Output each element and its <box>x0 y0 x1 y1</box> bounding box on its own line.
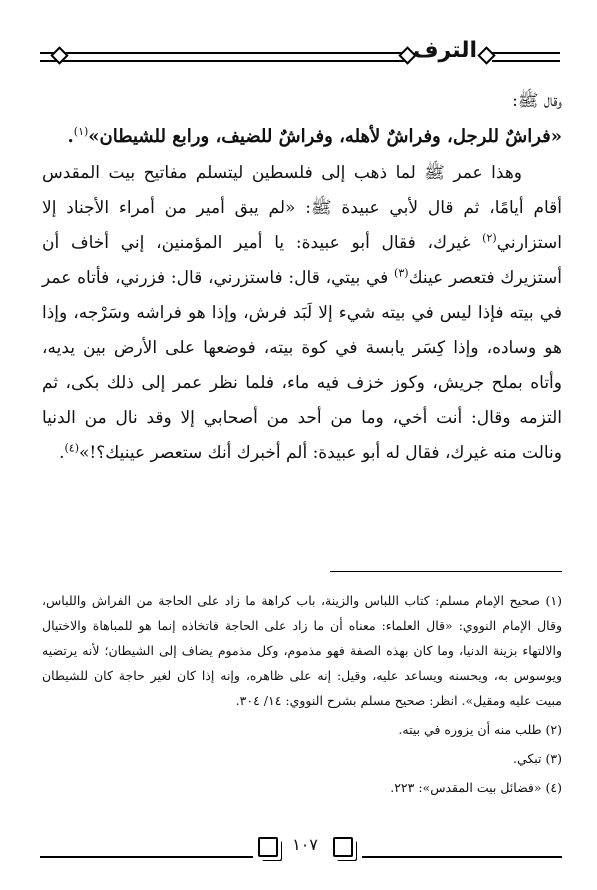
footnote-item: (٣) تبكي. <box>512 751 562 766</box>
header-ornament-line <box>492 52 560 62</box>
main-text <box>42 84 562 471</box>
page-header <box>40 40 560 70</box>
footnote-separator <box>330 571 562 572</box>
intro-line: وقال ﷺ: <box>512 91 562 111</box>
story-text: وهذا عمر ﷺ لما ذهب إلى فلسطين ليتسلم مفاتيح بيت المقدس أقام أيامًا، ثم قال لأبي عبيدة ﷺ: «لم يبق أمير من أمراء الأجناد إلا استزارني <box>42 163 562 253</box>
story-text: غيرك، فقال أبو عبيدة: يا أمير المؤمنين، إني أخاف أن أستزيرك فتعصر عينك <box>42 233 562 288</box>
book-icon <box>333 837 353 857</box>
footnote-item: (٢) طلب منه أن يزوره في بيته. <box>398 722 562 737</box>
footnotes <box>42 588 562 800</box>
hadith-quote: «فراشٌ للرجل، وفراشٌ لأهله، وفراشٌ للضيف، ورابع للشيطان»$^{(١)}$. <box>67 125 562 147</box>
book-icon <box>258 837 278 857</box>
footer-line <box>362 856 562 858</box>
footnote-ref: (١) <box>73 125 89 138</box>
header-ornament-line <box>40 52 405 62</box>
story-text: في بيتي، قال: فاستزرني، قال: فزرني، فأتاه عمر في بيته فإذا ليس في بيته شيء إلا لَبَد فرش، وإذا هو فراشه وسَرْجه، وإذا هو وساده، وإذا كِسَر يابسة في كوة بيته، فوضعها على الأرض بين يديه، وأتاه بملح جريش، وكوز خزف فيه ماء، فلما نظر عمر إلى ذلك بكى، ثم التزمه وقال: أنت أخي، وما من أحد من أصحابي إلا وقد نال من الدنيا ونالت منه غيرك، فقال له أبو عبيدة: ألم أخبرك أنك ستعصر عينيك؟!» <box>42 268 562 463</box>
hadith-text: «فراشٌ للرجل، وفراشٌ لأهله، وفراشٌ للضيف، ورابع للشيطان» <box>88 126 562 147</box>
story-end: . <box>59 443 65 463</box>
footer-line <box>40 856 253 858</box>
footnote-ref: (٣) <box>394 266 409 280</box>
footnote-item: (٤) «فضائل بيت المقدس»: ٢٢٣. <box>390 780 562 795</box>
footnote-item: (١) صحيح الإمام مسلم: كتاب اللباس والزينة، باب كراهة ما زاد على الحاجة من الفراش واللباس، وقال الإمام النووي: «قال العلماء: معناه أن ما زاد على الحاجة فاتخاذه إنما هو للمباهاة والاختيال والالتهاء بزينة الدنيا، وما كان بهذه الصفة فهو مذموم، وكل مذموم يضاف إلى الشيطان؛ لأنه يرتضيه ويوسوس به، ويحسنه ويساعد عليه، وقيل: إنه على ظاهره، وإنه إذا كان لغير حاجة كان للشيطان مبيت عليه ومقيل». انظر: صحيح مسلم بشرح النووي: ١٤/ ٣٠٤. <box>42 593 562 708</box>
story-paragraph <box>42 156 562 471</box>
page-footer <box>40 835 562 859</box>
footnote-ref: (٢) <box>482 231 497 245</box>
running-head: الترف <box>412 38 477 63</box>
footnote-ref: (٤) <box>64 441 79 455</box>
page-number: ١٠٧ <box>292 835 318 854</box>
